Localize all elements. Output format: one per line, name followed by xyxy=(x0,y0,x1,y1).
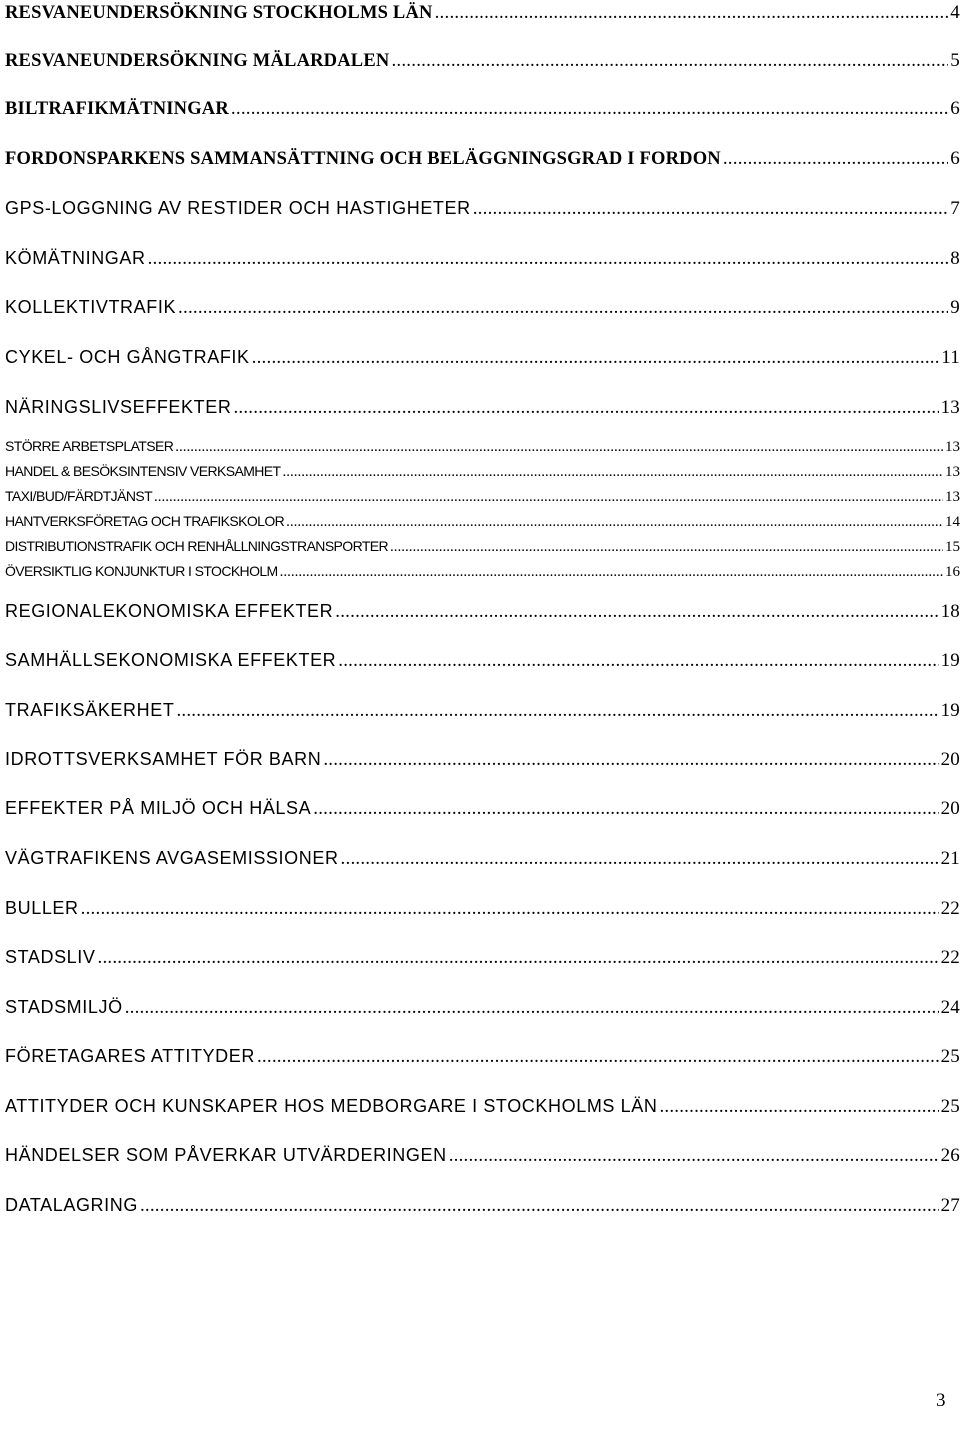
toc-entry-page: 7 xyxy=(950,198,960,219)
toc-entry[interactable] xyxy=(5,297,960,319)
toc-entry[interactable] xyxy=(5,1046,960,1068)
toc-entry[interactable] xyxy=(5,347,960,369)
toc-dot-leader xyxy=(280,564,943,581)
toc-dot-leader xyxy=(335,601,938,623)
toc-entry[interactable] xyxy=(5,997,960,1019)
toc-entry-title: ATTITYDER OCH KUNSKAPER HOS MEDBORGARE I STOCKHOLMS LÄN xyxy=(5,1096,658,1116)
toc-dot-leader xyxy=(148,248,949,270)
toc-entry-page: 11 xyxy=(941,347,960,368)
toc-entry[interactable] xyxy=(5,98,960,120)
toc-entry[interactable] xyxy=(5,198,960,220)
toc-entry-page: 9 xyxy=(950,297,960,318)
toc-entry-page: 22 xyxy=(940,947,960,968)
toc-entry-page: 13 xyxy=(945,439,960,455)
toc-entry-title: DISTRIBUTIONSTRAFIK OCH RENHÅLLNINGSTRANSPORTER xyxy=(5,538,389,554)
toc-entry-page: 27 xyxy=(940,1195,960,1216)
toc-dot-leader xyxy=(323,749,938,771)
toc-entry-page: 13 xyxy=(945,464,960,480)
toc-entry-page: 20 xyxy=(940,749,960,770)
toc-dot-leader xyxy=(341,848,939,870)
toc-entry-title: SAMHÄLLSEKONOMISKA EFFEKTER xyxy=(5,650,337,670)
toc-dot-leader xyxy=(231,98,948,120)
toc-subentry[interactable] xyxy=(5,538,960,556)
toc-dot-leader xyxy=(313,798,938,820)
toc-entry-page: 19 xyxy=(940,700,960,721)
toc-dot-leader xyxy=(391,50,948,72)
toc-entry-title: RESVANEUNDERSÖKNING MÄLARDALEN xyxy=(5,51,390,71)
toc-entry-title: HANDEL & BESÖKSINTENSIV VERKSAMHET xyxy=(5,463,281,479)
toc-entry[interactable] xyxy=(5,1195,960,1217)
toc-entry-title: TAXI/BUD/FÄRDTJÄNST xyxy=(5,488,153,504)
toc-entry-title: IDROTTSVERKSAMHET FÖR BARN xyxy=(5,749,322,769)
toc-subentry[interactable] xyxy=(5,438,960,456)
toc-dot-leader xyxy=(435,2,949,24)
toc-entry-title: BILTRAFIKMÄTNINGAR xyxy=(5,99,229,119)
toc-dot-leader xyxy=(98,947,939,969)
toc-entry-page: 6 xyxy=(950,98,960,119)
toc-dot-leader xyxy=(286,514,943,531)
toc-entry-page: 25 xyxy=(940,1046,960,1067)
toc-dot-leader xyxy=(176,700,938,722)
toc-entry-title: REGIONALEKONOMISKA EFFEKTER xyxy=(5,601,334,621)
toc-entry-page: 20 xyxy=(940,798,960,819)
toc-entry[interactable] xyxy=(5,798,960,820)
toc-entry-page: 14 xyxy=(945,514,960,530)
toc-entry-page: 13 xyxy=(940,397,960,418)
toc-entry-title: DATALAGRING xyxy=(5,1195,138,1215)
toc-entry[interactable] xyxy=(5,50,960,72)
toc-dot-leader xyxy=(449,1145,939,1167)
toc-dot-leader xyxy=(257,1046,939,1068)
toc-entry[interactable] xyxy=(5,1096,960,1118)
toc-dot-leader xyxy=(125,997,939,1019)
toc-entry-page: 21 xyxy=(940,848,960,869)
toc-entry-title: CYKEL- OCH GÅNGTRAFIK xyxy=(5,347,250,367)
toc-dot-leader xyxy=(81,898,939,920)
toc-entry[interactable] xyxy=(5,2,960,24)
toc-entry-page: 5 xyxy=(950,50,960,71)
toc-subentry[interactable] xyxy=(5,513,960,531)
toc-entry-page: 19 xyxy=(940,650,960,671)
toc-entry-page: 15 xyxy=(945,539,960,555)
toc-dot-leader xyxy=(175,439,943,456)
toc-entry-title: BULLER xyxy=(5,898,79,918)
toc-dot-leader xyxy=(338,650,938,672)
toc-dot-leader xyxy=(252,347,940,369)
toc-subentry[interactable] xyxy=(5,463,960,481)
toc-entry-page: 8 xyxy=(950,248,960,269)
toc-entry-page: 18 xyxy=(940,601,960,622)
toc-entry-page: 16 xyxy=(945,564,960,580)
toc-entry[interactable] xyxy=(5,700,960,722)
toc-dot-leader xyxy=(178,297,948,319)
toc-entry[interactable] xyxy=(5,397,960,419)
toc-entry[interactable] xyxy=(5,601,960,623)
toc-entry-page: 26 xyxy=(940,1145,960,1166)
toc-entry-title: FORDONSPARKENS SAMMANSÄTTNING OCH BELÄGGNINGSGRAD I FORDON xyxy=(5,149,721,169)
toc-entry-page: 22 xyxy=(940,898,960,919)
toc-subentry[interactable] xyxy=(5,563,960,581)
toc-entry-title: HÄNDELSER SOM PÅVERKAR UTVÄRDERINGEN xyxy=(5,1145,447,1165)
toc-dot-leader xyxy=(390,539,943,556)
toc-entry-title: FÖRETAGARES ATTITYDER xyxy=(5,1046,255,1066)
toc-entry[interactable] xyxy=(5,749,960,771)
toc-entry[interactable] xyxy=(5,650,960,672)
toc-entry-title: KÖMÄTNINGAR xyxy=(5,248,146,268)
toc-entry-page: 4 xyxy=(950,2,960,23)
toc-entry-title: KOLLEKTIVTRAFIK xyxy=(5,297,177,317)
toc-dot-leader xyxy=(233,397,938,419)
toc-entry[interactable] xyxy=(5,1145,960,1167)
toc-entry-title: STADSLIV xyxy=(5,947,96,967)
toc-entry-title: EFFEKTER PÅ MILJÖ OCH HÄLSA xyxy=(5,798,312,818)
toc-dot-leader xyxy=(154,489,943,506)
toc-entry-page: 6 xyxy=(950,148,960,169)
toc-entry-title: STÖRRE ARBETSPLATSER xyxy=(5,438,174,454)
toc-entry-page: 13 xyxy=(945,489,960,505)
toc-dot-leader xyxy=(659,1096,938,1118)
toc-entry[interactable] xyxy=(5,848,960,870)
page-number: 3 xyxy=(936,1390,946,1411)
toc-entry-title: GPS-LOGGNING AV RESTIDER OCH HASTIGHETER xyxy=(5,198,471,218)
toc-entry-title: NÄRINGSLIVSEFFEKTER xyxy=(5,397,232,417)
toc-entry-title: TRAFIKSÄKERHET xyxy=(5,700,175,720)
toc-dot-leader xyxy=(723,148,948,170)
toc-entry-page: 25 xyxy=(940,1096,960,1117)
toc-entry-title: VÄGTRAFIKENS AVGASEMISSIONER xyxy=(5,848,339,868)
toc-entry-title: HANTVERKSFÖRETAG OCH TRAFIKSKOLOR xyxy=(5,513,285,529)
toc-dot-leader xyxy=(473,198,949,220)
toc-dot-leader xyxy=(140,1195,939,1217)
toc-entry[interactable] xyxy=(5,898,960,920)
toc-entry-title: STADSMILJÖ xyxy=(5,997,123,1017)
toc-entry[interactable] xyxy=(5,148,960,170)
toc-subentry[interactable] xyxy=(5,488,960,506)
toc-entry[interactable] xyxy=(5,947,960,969)
toc-entry-title: RESVANEUNDERSÖKNING STOCKHOLMS LÄN xyxy=(5,3,433,23)
toc-entry-page: 24 xyxy=(940,997,960,1018)
toc-entry[interactable] xyxy=(5,248,960,270)
toc-dot-leader xyxy=(283,464,944,481)
toc-entry-title: ÖVERSIKTLIG KONJUNKTUR I STOCKHOLM xyxy=(5,563,278,579)
